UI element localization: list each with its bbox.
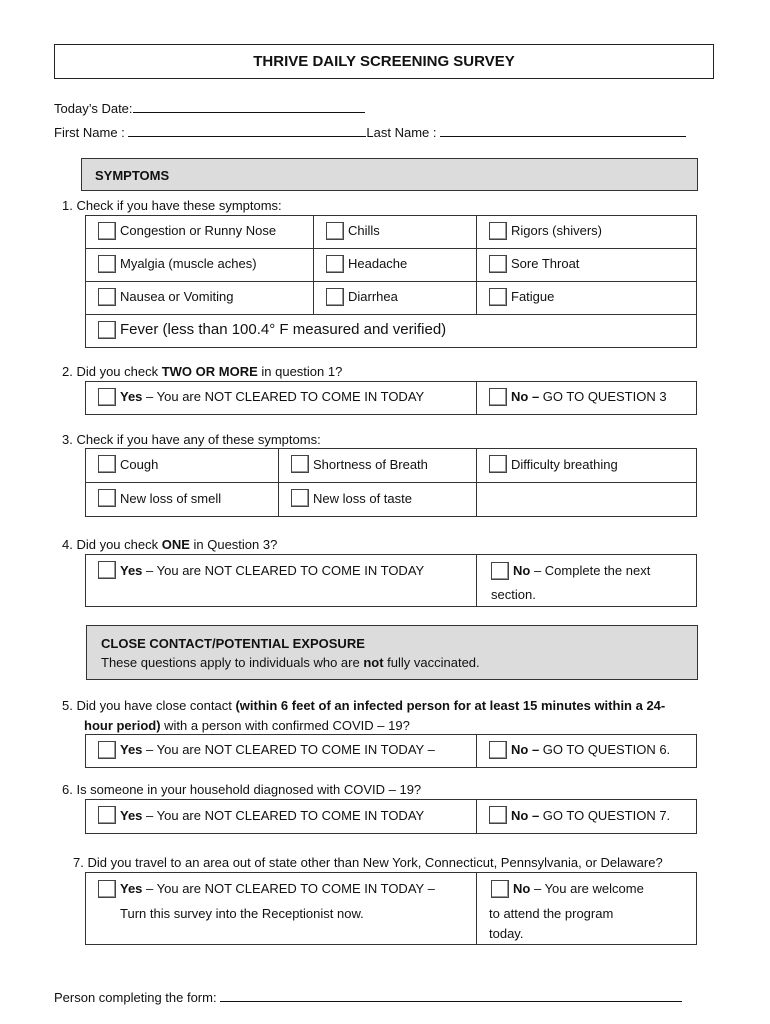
option-label: Chills: [348, 223, 380, 238]
checkbox[interactable]: [98, 255, 116, 273]
yes-checkbox[interactable]: [98, 561, 116, 579]
question-1-table: [85, 215, 697, 348]
checkbox[interactable]: [98, 455, 116, 473]
question-7-table: [85, 872, 697, 945]
last-name-input-line[interactable]: [440, 123, 686, 137]
question-1: 1. Check if you have these symptoms:: [62, 198, 282, 213]
date-input-line[interactable]: [133, 99, 365, 113]
yes-option-label: Yes – You are NOT CLEARED TO COME IN TODAY: [120, 562, 425, 578]
option-label: Diarrhea: [348, 289, 398, 304]
exposure-section-header: [86, 625, 698, 680]
checkbox[interactable]: [489, 288, 507, 306]
question-2-table: [85, 381, 697, 415]
question-2: 2. Did you check TWO OR MORE in question 1?: [62, 364, 343, 379]
checkbox[interactable]: [489, 222, 507, 240]
no-checkbox[interactable]: [489, 741, 507, 759]
option-label: Myalgia (muscle aches): [120, 256, 257, 271]
no-option-label-line-2: to attend the program: [489, 906, 614, 921]
question-4-table: [85, 554, 697, 607]
signature-input-line[interactable]: [220, 988, 682, 1002]
signature-label: Person completing the form:: [54, 990, 217, 1005]
checkbox[interactable]: [326, 255, 344, 273]
symptoms-section-header: [81, 158, 698, 191]
exposure-subtitle: These questions apply to individuals who are not fully vaccinated.: [101, 655, 480, 670]
fever-option-label: Fever (less than 100.4° F measured and verified): [120, 321, 447, 338]
question-6: 6. Is someone in your household diagnosed with COVID – 19?: [62, 782, 422, 797]
yes-checkbox[interactable]: [98, 806, 116, 824]
first-name-label: First Name :: [54, 125, 125, 140]
symptoms-header-label: SYMPTOMS: [95, 168, 170, 183]
checkbox[interactable]: [98, 288, 116, 306]
checkbox[interactable]: [291, 489, 309, 507]
option-label: Nausea or Vomiting: [120, 289, 234, 304]
last-name-label: Last Name :: [366, 125, 437, 140]
checkbox[interactable]: [291, 455, 309, 473]
no-option-label: No – GO TO QUESTION 6.: [511, 742, 671, 757]
no-option-label-line-2: section.: [491, 586, 536, 602]
option-label: Fatigue: [511, 289, 555, 304]
no-option-label: No – You are welcome: [513, 881, 644, 896]
name-fields: [54, 123, 686, 140]
yes-checkbox[interactable]: [98, 388, 116, 406]
no-option-label-line-3: today.: [489, 926, 524, 941]
checkbox[interactable]: [98, 489, 116, 507]
no-option-label: No – Complete the next: [513, 563, 651, 578]
no-option-label: No – GO TO QUESTION 7.: [511, 807, 671, 823]
exposure-header-label: CLOSE CONTACT/POTENTIAL EXPOSURE: [101, 636, 365, 651]
option-label: New loss of taste: [313, 490, 412, 506]
no-option-label: No – GO TO QUESTION 3: [511, 389, 667, 404]
question-4: 4. Did you check ONE in Question 3?: [62, 537, 278, 552]
question-5: 5. Did you have close contact (within 6 feet of an infected person for at least 15 minutes within a 24- hour period) with a person with confirmed COVID – 19?: [62, 698, 666, 733]
yes-option-label: Yes – You are NOT CLEARED TO COME IN TODAY: [120, 389, 425, 404]
checkbox[interactable]: [98, 321, 116, 339]
yes-checkbox[interactable]: [98, 880, 116, 898]
checkbox[interactable]: [326, 222, 344, 240]
no-checkbox[interactable]: [491, 562, 509, 580]
option-label: Congestion or Runny Nose: [120, 223, 277, 238]
no-checkbox[interactable]: [491, 880, 509, 898]
option-label: Rigors (shivers): [511, 223, 603, 238]
date-label: Today’s Date:: [54, 101, 133, 116]
checkbox[interactable]: [489, 255, 507, 273]
yes-option-label: Yes – You are NOT CLEARED TO COME IN TODAY –: [120, 881, 435, 896]
yes-option-label: Yes – You are NOT CLEARED TO COME IN TODAY –: [120, 742, 435, 757]
yes-checkbox[interactable]: [98, 741, 116, 759]
question-7: 7. Did you travel to an area out of state other than New York, Connecticut, Pennsylvania, or Delaware?: [73, 855, 663, 870]
question-5-table: [85, 734, 697, 768]
option-label: Sore Throat: [511, 256, 580, 271]
option-label: Shortness of Breath: [313, 456, 428, 472]
no-checkbox[interactable]: [489, 388, 507, 406]
option-label: Cough: [120, 456, 159, 472]
checkbox[interactable]: [489, 455, 507, 473]
checkbox[interactable]: [326, 288, 344, 306]
date-field[interactable]: [54, 99, 365, 116]
question-6-table: [85, 799, 697, 834]
first-name-input-line[interactable]: [128, 123, 366, 137]
checkbox[interactable]: [98, 222, 116, 240]
question-3-table: [85, 448, 697, 517]
yes-option-label-line-2: Turn this survey into the Receptionist now.: [120, 906, 364, 921]
yes-option-label: Yes – You are NOT CLEARED TO COME IN TODAY: [120, 807, 425, 823]
no-checkbox[interactable]: [489, 806, 507, 824]
survey-title: THRIVE DAILY SCREENING SURVEY: [54, 44, 714, 79]
option-label: New loss of smell: [120, 490, 222, 506]
signature-field: [54, 988, 682, 1005]
question-3: 3. Check if you have any of these symptoms:: [62, 432, 321, 447]
option-label: Difficulty breathing: [511, 456, 618, 472]
option-label: Headache: [348, 256, 408, 271]
